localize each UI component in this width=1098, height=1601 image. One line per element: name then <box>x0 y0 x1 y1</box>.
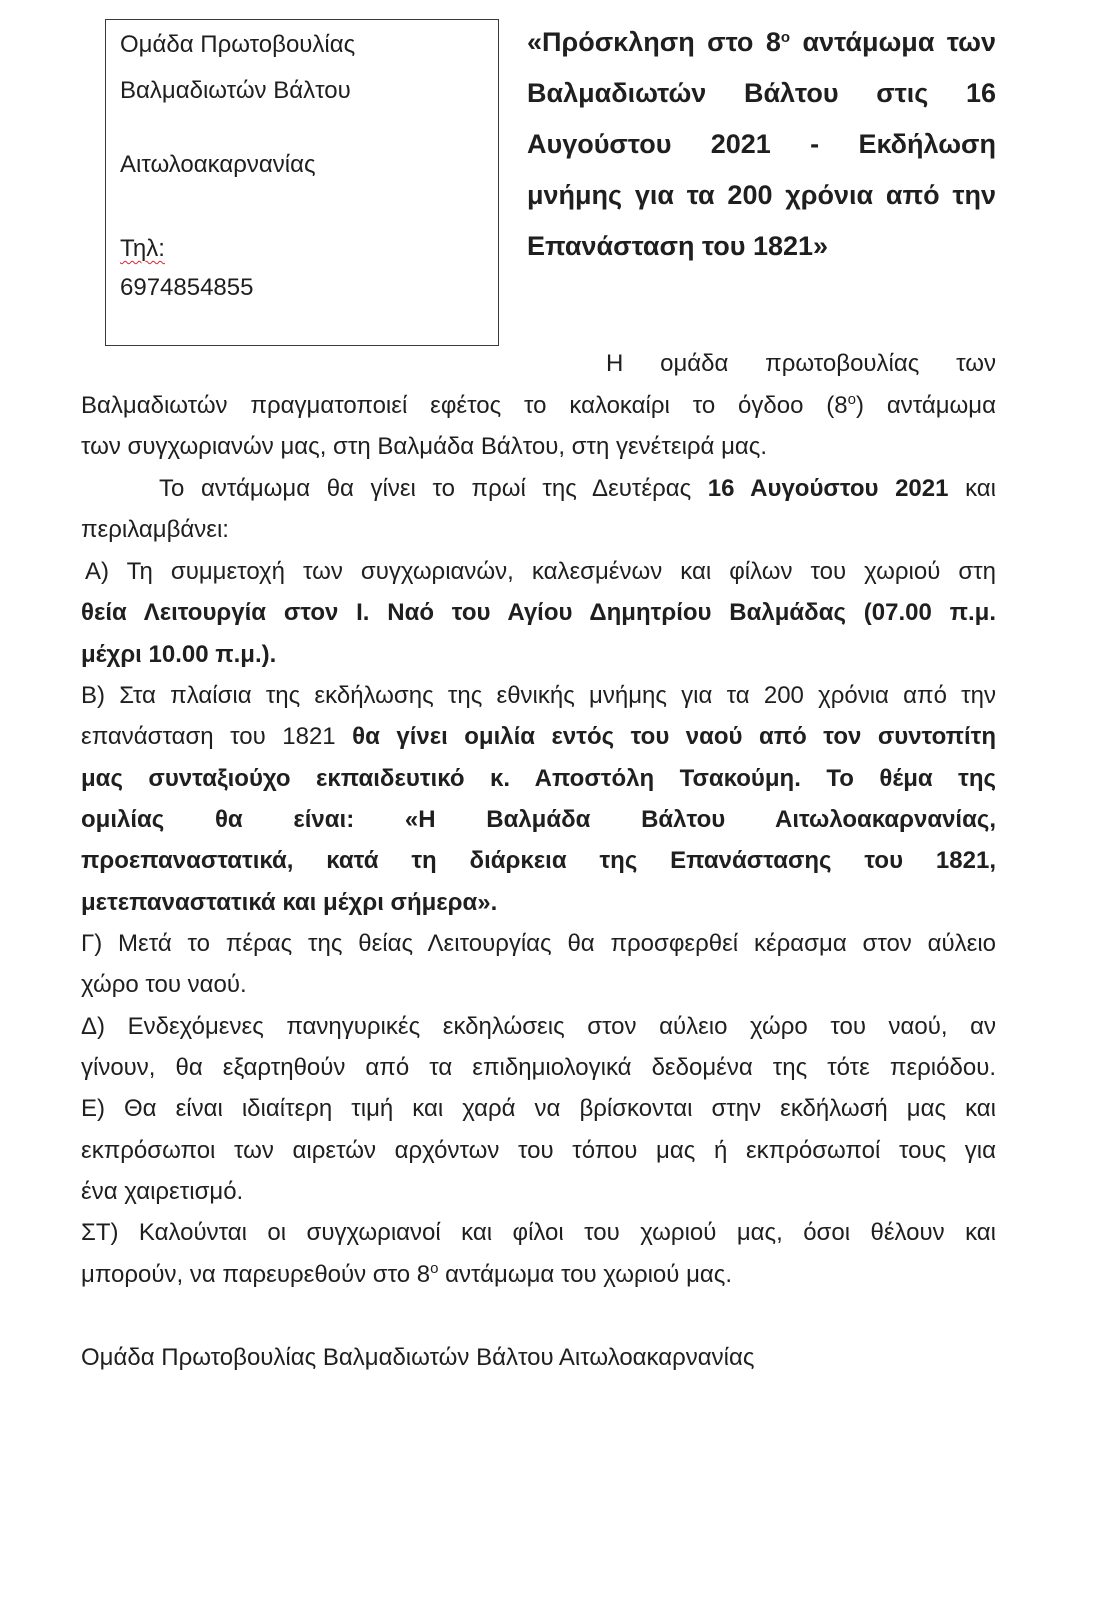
item-a-line: μέχρι 10.00 π.μ.). <box>81 641 277 668</box>
item-b-line: Β) Στα πλαίσια της εκδήλωσης της εθνικής μνήμης για τα 200 χρόνια από την <box>81 682 996 709</box>
sender-box <box>105 19 499 346</box>
sender-tel-number: 6974854855 <box>120 274 254 301</box>
item-e-line: Ε) Θα είναι ιδιαίτερη τιμή και χαρά να βρίσκονται στην εκδήλωσή μας και <box>81 1095 996 1122</box>
item-d-line: γίνουν, θα εξαρτηθούν από τα επιδημιολογικά δεδομένα της τότε περιόδου. <box>81 1054 996 1081</box>
sender-org-line1: Ομάδα Πρωτοβουλίας <box>120 31 356 58</box>
tel-label: Τηλ: <box>120 235 165 262</box>
item-c-line: Γ) Μετά το πέρας της θείας Λειτουργίας θα προσφερθεί κέρασμα στον αύλειο <box>81 930 996 957</box>
item-b-line: μας συνταξιούχο εκπαιδευτικό κ. Αποστόλη Τσακούμη. Το θέμα της <box>81 765 996 792</box>
sender-org-line2: Βαλμαδιωτών Βάλτου <box>120 77 351 104</box>
subject-line: Αυγούστου 2021 - Εκδήλωση <box>527 129 996 159</box>
subject-line: Βαλμαδιωτών Βάλτου στις 16 <box>527 78 996 108</box>
schedule-line: Το αντάμωμα θα γίνει το πρωί της Δευτέρας 16 Αυγούστου 2021 και <box>159 475 996 502</box>
signature: Ομάδα Πρωτοβουλίας Βαλμαδιωτών Βάλτου Αιτωλοακαρνανίας <box>81 1344 755 1371</box>
item-d-line: Δ) Ενδεχόμενες πανηγυρικές εκδηλώσεις στον αύλειο χώρο του ναού, αν <box>81 1013 996 1040</box>
item-e-line: εκπρόσωποι των αιρετών αρχόντων του τόπου μας ή εκπρόσωποί τους για <box>81 1137 996 1164</box>
subject-line: «Πρόσκληση στο $8^o$ αντάμωμα των <box>527 27 996 57</box>
item-c-line: χώρο του ναού. <box>81 971 247 998</box>
item-e-line: ένα χαιρετισμό. <box>81 1178 244 1205</box>
sender-org-line3: Αιτωλοακαρνανίας <box>120 151 316 178</box>
item-b-line: ομιλίας θα είναι: «Η Βαλμάδα Βάλτου Αιτωλοακαρνανίας, <box>81 806 996 833</box>
subject-line: Επανάσταση του 1821» <box>527 231 829 261</box>
item-a-line: Α) Τη συμμετοχή των συγχωριανών, καλεσμένων και φίλων του χωριού στη <box>85 558 996 585</box>
sender-tel-label <box>120 234 165 264</box>
item-f-line: μπορούν, να παρευρεθούν στο $8^o$ αντάμωμα του χωριού μας. <box>81 1260 732 1288</box>
item-b-line: επανάσταση του 1821 θα γίνει ομιλία εντός του ναού από τον συντοπίτη <box>81 723 996 750</box>
item-b-line: μετεπαναστατικά και μέχρι σήμερα». <box>81 889 498 916</box>
intro-line: Βαλμαδιωτών πραγματοποιεί εφέτος το καλοκαίρι το όγδοο $(8^o)$ αντάμωμα <box>81 391 996 419</box>
intro-line: των συγχωριανών μας, στη Βαλμάδα Βάλτου, στη γενέτειρά μας. <box>81 433 768 460</box>
subject-line: μνήμης για τα 200 χρόνια από την <box>527 180 996 210</box>
schedule-line: περιλαμβάνει: <box>81 516 229 543</box>
item-f-line: ΣΤ) Καλούνται οι συγχωριανοί και φίλοι του χωριού μας, όσοι θέλουν και <box>81 1219 996 1246</box>
item-a-line: θεία Λειτουργία στον Ι. Ναό του Αγίου Δημητρίου Βαλμάδας (07.00 π.μ. <box>81 599 996 626</box>
intro-line: Η ομάδα πρωτοβουλίας των <box>606 350 996 377</box>
item-b-line: προεπαναστατικά, κατά τη διάρκεια της Επανάστασης του 1821, <box>81 847 996 874</box>
subject-heading <box>527 22 996 277</box>
